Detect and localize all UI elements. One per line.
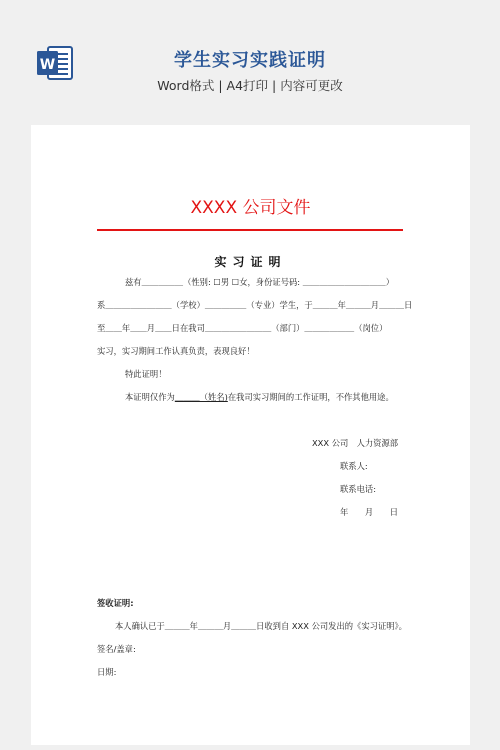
page-header (0, 0, 500, 110)
issuer-phone: 联系电话: (340, 484, 376, 494)
receipt-sign: 签名/盖章: (97, 644, 136, 654)
red-divider (97, 229, 403, 231)
body-line-6-prefix: 本证明仅作为 (125, 392, 175, 402)
body-line-5: 特此证明！ (125, 369, 167, 379)
body-line-6-suffix: 在我司实习期间的工作证明，不作其他用途。 (227, 392, 394, 402)
issuer-date: 年 月 日 (340, 507, 399, 517)
body-line-2: 系＿＿＿＿＿＿＿＿（学校）＿＿＿＿＿（专业）学生，于＿＿＿年＿＿＿月＿＿＿日 (97, 300, 413, 310)
issuer-company: XXX 公司 人力资源部 (312, 438, 399, 448)
body-line-1: 兹有＿＿＿＿＿（性别: ☐男 ☐女，身份证号码: ＿＿＿＿＿＿＿＿＿＿） (125, 277, 394, 287)
body-line-6 (125, 391, 394, 403)
page-subtitle: Word格式 | A4打印 | 内容可更改 (157, 78, 343, 93)
document-page (31, 125, 470, 745)
body-line-3: 至＿＿年＿＿月＿＿日在我司＿＿＿＿＿＿＿＿（部门）＿＿＿＿＿＿（岗位） (97, 323, 388, 333)
body-line-4: 实习，实习期间工作认真负责，表现良好！ (97, 346, 255, 356)
receipt-title: 签收证明: (97, 598, 134, 608)
name-blank: ＿＿＿（姓名) (174, 392, 228, 402)
svg-text:W: W (39, 57, 56, 73)
page-title: 学生实习实践证明 (174, 50, 326, 71)
receipt-date: 日期: (97, 667, 117, 677)
receipt-text: 本人确认已于＿＿＿年＿＿＿月＿＿＿日收到自 XXX 公司发出的《实习证明》。 (115, 621, 407, 631)
company-document-heading: XXXX 公司文件 (190, 198, 311, 218)
certificate-title: 实习证明 (214, 255, 287, 269)
issuer-contact: 联系人: (340, 461, 368, 471)
